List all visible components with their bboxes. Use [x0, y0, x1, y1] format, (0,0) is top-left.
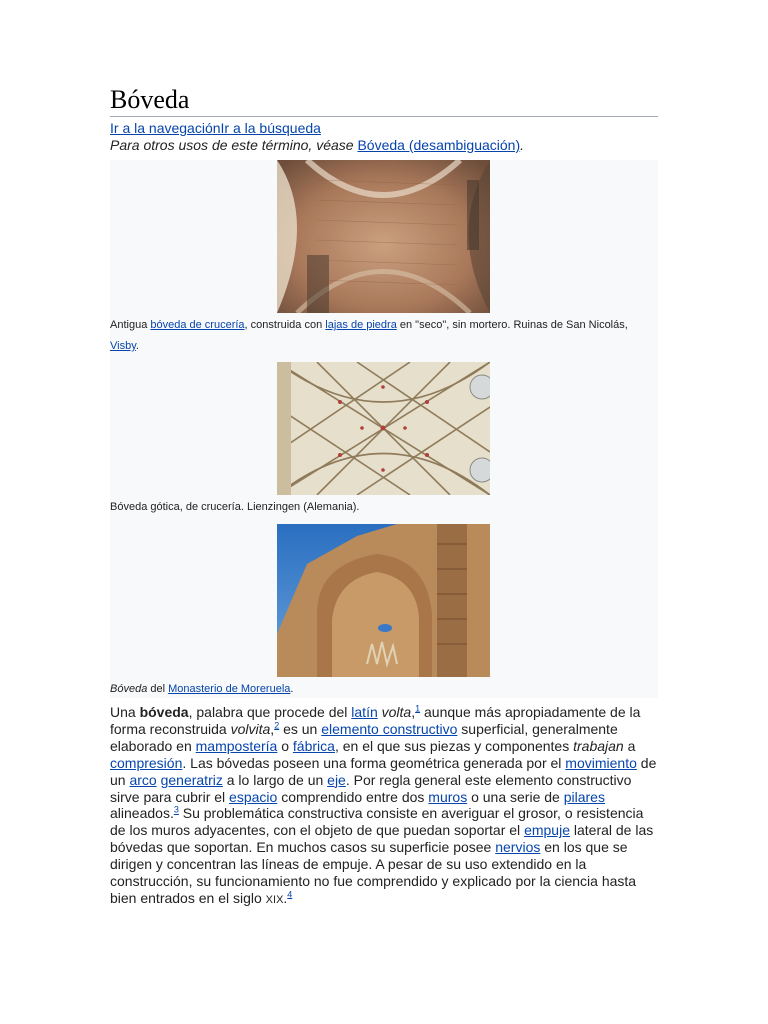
text: , en el que sus piezas y componentes [334, 737, 574, 754]
caption-text: , construida con [244, 319, 326, 331]
caption-text: Antigua [110, 319, 151, 331]
link-empuje[interactable]: empuje [524, 822, 570, 839]
text: . [283, 889, 288, 906]
reference-2[interactable]: 2 [274, 720, 280, 731]
figure-1 [110, 160, 658, 358]
link-muros[interactable]: muros [428, 788, 468, 805]
text: comprendido entre dos [277, 788, 429, 805]
text: de un [110, 754, 657, 788]
text: aunque más apropiadamente de la forma reconstruida [110, 704, 641, 737]
text: , [270, 720, 275, 737]
page-title: Bóveda [110, 84, 658, 117]
text: Una [110, 704, 140, 720]
link-compresion[interactable]: compresión [110, 754, 183, 771]
bold-term: bóveda [139, 704, 189, 720]
hatnote [110, 136, 524, 154]
link-movimiento[interactable]: movimiento [565, 754, 637, 771]
reference-1[interactable]: 1 [415, 703, 421, 714]
text: a lo largo de un [222, 771, 328, 788]
text: Su problemática constructiva consiste en averiguar el grosor, o resistencia de los muros adyacentes, con el objeto de que puedan soportar el [110, 805, 644, 839]
italic-term: trabajan [573, 737, 624, 754]
text: superficial, generalmente elaborado en [110, 720, 618, 754]
caption-text: . [290, 683, 294, 695]
link-generatriz[interactable]: generatriz [160, 771, 223, 788]
text: , [411, 704, 416, 720]
text: a [623, 737, 636, 754]
text: o una serie de [467, 788, 564, 805]
caption-link-visby[interactable]: Visby [110, 340, 136, 352]
link-eje[interactable]: eje [327, 771, 346, 788]
disambiguation-link[interactable]: Bóveda (desambiguación) [357, 137, 521, 153]
link-espacio[interactable]: espacio [229, 788, 278, 805]
figure-2-caption: Bóveda gótica, de crucería. Lienzingen (Alemania). [110, 501, 360, 513]
skip-to-navigation-link[interactable]: Ir a la navegación [110, 120, 221, 136]
moreruela-vault-photo[interactable] [277, 524, 490, 677]
figure-1-caption [110, 315, 655, 357]
reference-4[interactable]: 4 [287, 889, 293, 900]
link-pilares[interactable]: pilares [563, 788, 605, 805]
link-nervios[interactable]: nervios [495, 839, 541, 856]
vault-ruins-photo[interactable] [277, 160, 490, 313]
text: es un [279, 720, 322, 737]
caption-text: . [135, 340, 139, 352]
text: lateral de las bóvedas que soportan. En muchos casos su superficie posee [110, 822, 654, 856]
link-elemento-constructivo[interactable]: elemento constructivo [321, 720, 458, 737]
text: , palabra que procede del [188, 704, 352, 720]
caption-link-moreruela[interactable]: Monasterio de Moreruela [168, 683, 291, 695]
hatnote-suffix: . [520, 137, 525, 153]
skip-to-search-link[interactable]: Ir a la búsqueda [220, 120, 321, 136]
text: . Las bóvedas poseen una forma geométrica generada por el [182, 754, 566, 771]
caption-text: en "seco", sin mortero. Ruinas de San Nicolás, [396, 319, 628, 331]
gothic-vault-photo[interactable] [277, 362, 490, 495]
small-caps-century: XIX [265, 893, 284, 906]
jump-links [110, 119, 321, 137]
caption-link-boveda-cruceria[interactable]: bóveda de crucería [150, 319, 245, 331]
text: en los que se dirigen y concentran las líneas de empuje. A pesar de su uso extendido en la construcción, su funcionamiento no fue comprendido y explicado por la ciencia hasta bien entrados en el siglo [110, 839, 637, 906]
italic-term: volta [381, 704, 412, 720]
caption-italic: Bóveda [110, 683, 148, 695]
caption-link-lajas[interactable]: lajas de piedra [325, 319, 397, 331]
link-fabrica[interactable]: fábrica [292, 737, 335, 754]
reference-3[interactable]: 3 [173, 804, 179, 815]
article-paragraph [110, 704, 662, 909]
text: alineados. [110, 805, 174, 822]
text: o [277, 737, 293, 754]
link-latin[interactable]: latín [351, 704, 378, 720]
figure-3 [110, 520, 658, 698]
caption-text: del [147, 683, 169, 695]
text: . Por regla general este elemento constructivo sirve para cubrir el [110, 771, 632, 805]
hatnote-prefix: Para otros usos de este término, véase [110, 137, 354, 153]
figure-2 [110, 358, 658, 520]
italic-term: volvita [230, 720, 271, 737]
link-arco[interactable]: arco [129, 771, 157, 788]
link-mamposteria[interactable]: mampostería [195, 737, 278, 754]
figure-3-caption [110, 679, 655, 700]
